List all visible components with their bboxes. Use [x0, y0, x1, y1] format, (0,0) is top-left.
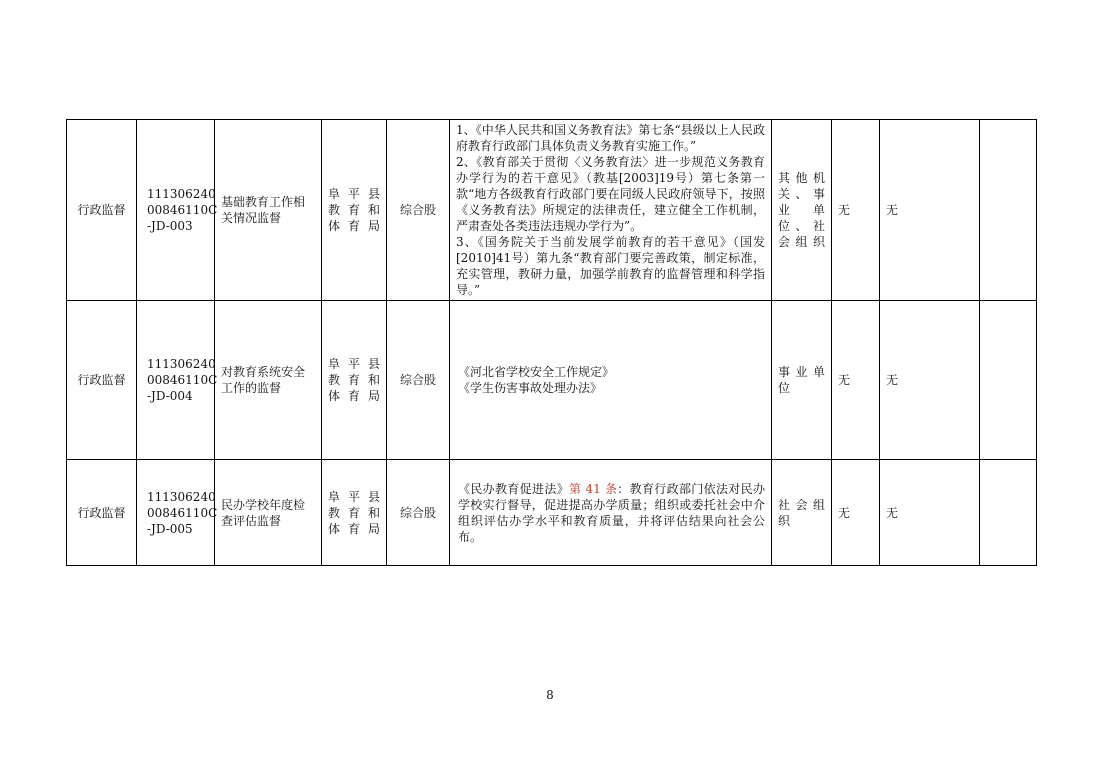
- item-type: 行政监督: [67, 301, 137, 460]
- item-dept-line: 阜 平 县: [328, 489, 380, 504]
- item-type: 行政监督: [67, 120, 137, 301]
- item-code: [137, 120, 218, 301]
- basis-paragraph: 3、《国务院关于当前发展学前教育的若干意见》（国发[2010]41号）第九条“教育部门要完善政策，制定标准，充实管理，教研力量，加强学前教育的监督管理和科学指导。”: [456, 235, 765, 297]
- item-dept-line: 阜 平 县: [328, 187, 380, 201]
- basis-paragraph: 《学生伤害事故处理办法》: [458, 381, 603, 395]
- item-col9: 无: [880, 460, 980, 566]
- basis-law-title: 《民办教育促进法》: [458, 481, 570, 496]
- item-target: 社会组织: [772, 460, 832, 566]
- item-name: 对教育系统安全工作的监督: [215, 301, 322, 460]
- item-type: 行政监督: [67, 460, 137, 566]
- item-col10: [980, 120, 1037, 301]
- item-dept: [322, 301, 387, 460]
- item-col8: 无: [832, 120, 880, 301]
- item-name: 民办学校年度检查评估监督: [215, 460, 322, 566]
- item-col10: [980, 460, 1037, 566]
- item-target: 事业单位: [772, 301, 832, 460]
- item-dept: [322, 120, 387, 301]
- item-code-line: 111306240: [147, 489, 216, 504]
- item-basis: [450, 120, 772, 301]
- item-dept-line: 教 育 和: [328, 373, 380, 387]
- item-basis: [450, 460, 772, 566]
- item-unit: 综合股: [387, 301, 450, 460]
- item-code-line: -JD-005: [147, 521, 193, 536]
- table-row: [67, 301, 1037, 460]
- item-dept-line: 教 育 和: [328, 505, 380, 520]
- basis-paragraph: 1、《中华人民共和国义务教育法》第七条“县级以上人民政府教育行政部门具体负责义务教育实施工作。”: [456, 123, 765, 153]
- table-row: [67, 460, 1037, 566]
- item-col9: 无: [880, 120, 980, 301]
- item-code-line: 111306240: [147, 357, 216, 371]
- item-target: 其他机关、事业单位、社会组织: [772, 120, 832, 301]
- item-code: [137, 460, 218, 566]
- item-dept-line: 体育局: [328, 219, 380, 233]
- item-basis: [450, 301, 772, 460]
- item-col10: [980, 301, 1037, 460]
- item-name: 基础教育工作相关情况监督: [215, 120, 322, 301]
- basis-article-highlight: 第 41 条: [569, 481, 618, 496]
- supervision-table: [66, 119, 1037, 566]
- item-code-line: 00846110C: [147, 203, 218, 217]
- item-code: [137, 301, 218, 460]
- item-col9: 无: [880, 301, 980, 460]
- item-code-line: -JD-004: [147, 389, 193, 403]
- basis-paragraph: [458, 481, 765, 545]
- item-dept-line: 阜 平 县: [328, 357, 380, 371]
- item-dept-line: 体育局: [328, 389, 380, 403]
- item-code-line: -JD-003: [147, 219, 193, 233]
- page-number: 8: [546, 688, 554, 702]
- item-dept-line: 体育局: [328, 521, 380, 536]
- item-col8: 无: [832, 301, 880, 460]
- item-code-line: 00846110C: [147, 505, 218, 520]
- basis-paragraph: 2、《教育部关于贯彻〈义务教育法〉进一步规范义务教育办学行为的若干意见》（教基[2003]19号）第七条第一款“地方各级教育行政部门要在同级人民政府领导下，按照《义务教育法》所规定的法律责任，建立健全工作机制，严肃查处各类违法违规办学行为”。: [456, 155, 765, 233]
- table-row: [67, 120, 1037, 301]
- basis-paragraph: 《河北省学校安全工作规定》: [458, 365, 615, 379]
- item-unit: 综合股: [387, 120, 450, 301]
- item-code-line: 00846110C: [147, 373, 218, 387]
- basis-text: ：教育行政部门依法对民办学校实行督导，促进提高办学质量；组织或委托社会中介组织评估办学水平和教育质量，并将评估结果向社会公布。: [458, 481, 765, 544]
- item-dept-line: 教 育 和: [328, 203, 380, 217]
- item-dept: [322, 460, 387, 566]
- item-code-line: 111306240: [147, 187, 216, 201]
- item-col8: 无: [832, 460, 880, 566]
- item-unit: 综合股: [387, 460, 450, 566]
